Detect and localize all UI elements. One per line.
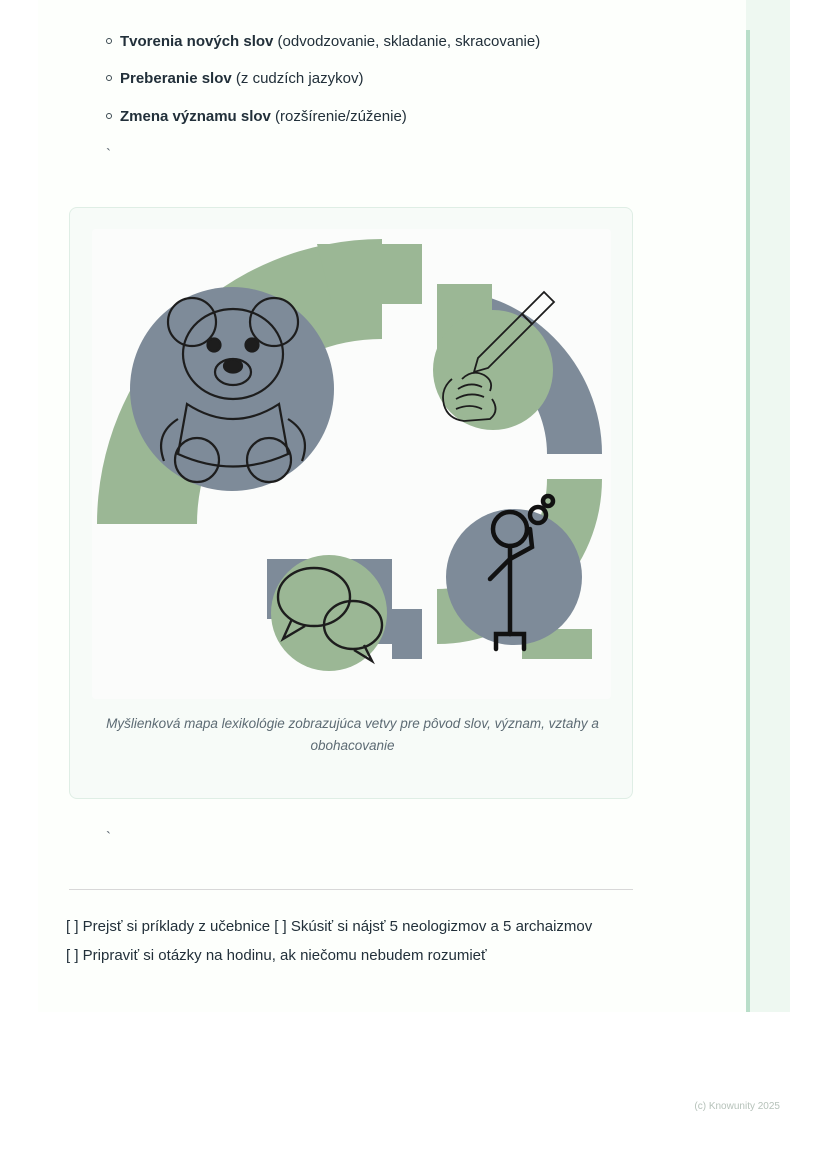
bullet-circle-icon: [98, 69, 120, 81]
figure-card: [69, 207, 633, 799]
list-item: [98, 107, 718, 127]
page-right-accent-line: [746, 30, 750, 1012]
bullet-circle-icon: [98, 32, 120, 44]
section-divider: [69, 889, 633, 890]
checklist-item: [ ] Pripraviť si otázky na hodinu, ak niečomu nebudem rozumieť: [66, 946, 487, 964]
figure-image: [92, 229, 611, 699]
checklist: [66, 913, 686, 970]
figure-caption: Myšlienková mapa lexikológie zobrazujúca vetvy pre pôvod slov, význam, vztahy a obohacovanie: [106, 716, 599, 753]
list-item-text: [120, 107, 407, 127]
document-page: [38, 0, 790, 1012]
list-item-bold: Preberanie slov: [120, 70, 232, 88]
bullet-list: [98, 32, 718, 144]
teddy-bear-icon: [130, 287, 334, 491]
list-item: [98, 32, 718, 52]
checklist-item: [ ] Prejsť si príklady z učebnice [ ] Skúsiť si nájsť 5 neologizmov a 5 archaizmov: [66, 918, 593, 935]
page-right-strip: [746, 0, 790, 1012]
list-item-rest: (odvodzovanie, skladanie, skracovanie): [273, 33, 541, 50]
code-fence-artifact-top: `: [106, 146, 111, 163]
copyright-footer: (c) Knowunity 2025: [694, 1101, 780, 1112]
code-fence-artifact-bottom: `: [106, 829, 111, 846]
list-item-bold: Zmena významu slov: [120, 107, 271, 125]
list-item-text: [120, 32, 540, 52]
list-item-rest: (rozšírenie/zúženie): [270, 107, 407, 125]
speech-bubbles-icon: [271, 555, 387, 671]
list-item: [98, 69, 718, 89]
bullet-circle-icon: [98, 107, 120, 119]
list-item-rest: (z cudzích jazykov): [231, 70, 364, 88]
list-item-bold: Tvorenia nových slov: [120, 33, 274, 50]
list-item-text: [120, 69, 363, 89]
